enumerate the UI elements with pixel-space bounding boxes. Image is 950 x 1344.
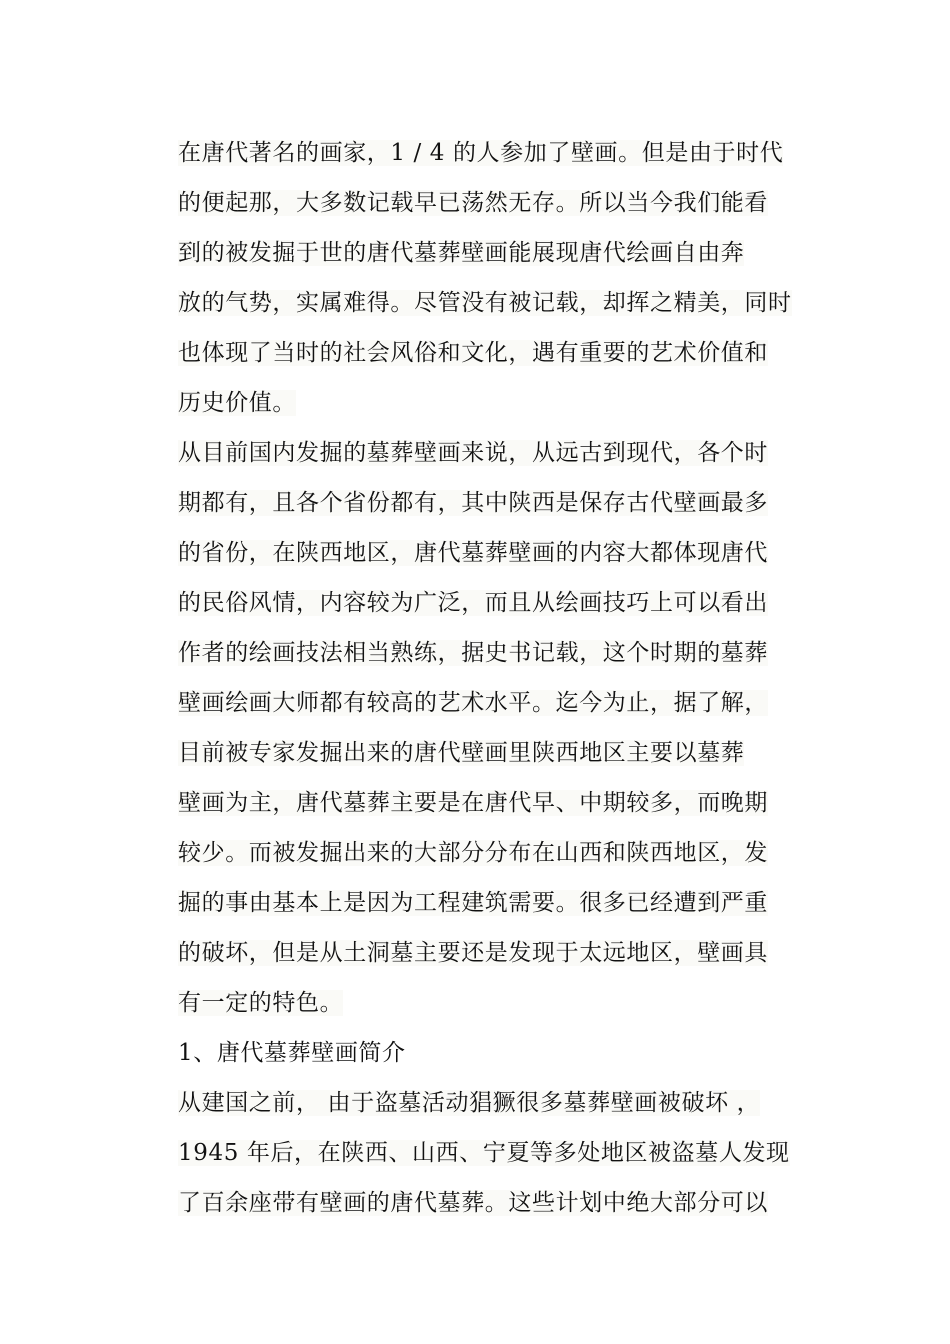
text-line bbox=[178, 228, 838, 278]
line-text: 的破坏，但是从土洞墓主要还是发现于太远地区，壁画具 bbox=[178, 940, 768, 966]
text-line bbox=[178, 928, 838, 978]
section-heading bbox=[178, 1028, 838, 1078]
text-line bbox=[178, 978, 838, 1028]
line-text: 到的被发掘于世的唐代墓葬壁画能展现唐代绘画自由奔 bbox=[178, 240, 745, 266]
text-line bbox=[178, 128, 838, 178]
text-line bbox=[178, 628, 838, 678]
text-line bbox=[178, 1078, 838, 1128]
text-line bbox=[178, 578, 838, 628]
text-line bbox=[178, 478, 838, 528]
line-text: 有一定的特色。 bbox=[178, 990, 344, 1016]
text-line bbox=[178, 378, 838, 428]
text-line bbox=[178, 878, 838, 928]
text-line bbox=[178, 428, 838, 478]
text-line bbox=[178, 1128, 838, 1178]
text-line bbox=[178, 728, 838, 778]
heading-line bbox=[178, 1028, 838, 1078]
line-text: 从建国之前， 由于盗墓活动猖獗很多墓葬壁画被破坏 ， bbox=[178, 1090, 761, 1116]
text-line bbox=[178, 1178, 838, 1228]
line-text: 了百余座带有壁画的唐代墓葬。这些计划中绝大部分可以 bbox=[178, 1190, 768, 1216]
line-text: 目前被专家发掘出来的唐代壁画里陕西地区主要以墓葬 bbox=[178, 740, 745, 766]
line-text: 的省份，在陕西地区，唐代墓葬壁画的内容大都体现唐代 bbox=[178, 540, 768, 566]
text-line bbox=[178, 678, 838, 728]
line-text: 从目前国内发掘的墓葬壁画来说，从远古到现代，各个时 bbox=[178, 440, 768, 466]
text-line bbox=[178, 778, 838, 828]
paragraph-history bbox=[178, 1078, 838, 1228]
line-text: 历史价值。 bbox=[178, 390, 296, 416]
line-text: 作者的绘画技法相当熟练，据史书记载，这个时期的墓葬 bbox=[178, 640, 768, 666]
line-text: 在唐代著名的画家，1 / 4 的人参加了壁画。但是由于时代 bbox=[178, 140, 784, 166]
line-text: 的便起那，大多数记载早已荡然无存。所以当今我们能看 bbox=[178, 190, 768, 216]
document-body bbox=[178, 128, 838, 1228]
text-line bbox=[178, 328, 838, 378]
text-line bbox=[178, 278, 838, 328]
line-text: 壁画为主，唐代墓葬主要是在唐代早、中期较多，而晚期 bbox=[178, 790, 768, 816]
line-text: 掘的事由基本上是因为工程建筑需要。很多已经遭到严重 bbox=[178, 890, 768, 916]
text-line bbox=[178, 528, 838, 578]
line-text: 期都有，且各个省份都有，其中陕西是保存古代壁画最多 bbox=[178, 490, 768, 516]
line-text: 也体现了当时的社会风俗和文化，遇有重要的艺术价值和 bbox=[178, 340, 768, 366]
paragraph-intro bbox=[178, 128, 838, 428]
paragraph-distribution bbox=[178, 428, 838, 1028]
line-text: 的民俗风情，内容较为广泛，而且从绘画技巧上可以看出 bbox=[178, 590, 768, 616]
text-line bbox=[178, 178, 838, 228]
heading-text: 1、唐代墓葬壁画简介 bbox=[178, 1040, 406, 1066]
text-line bbox=[178, 828, 838, 878]
line-text: 放的气势，实属难得。尽管没有被记载，却挥之精美，同时 bbox=[178, 290, 792, 316]
line-text: 1945 年后，在陕西、山西、宁夏等多处地区被盗墓人发现 bbox=[178, 1140, 790, 1166]
line-text: 较少。而被发掘出来的大部分分布在山西和陕西地区，发 bbox=[178, 840, 768, 866]
line-text: 壁画绘画大师都有较高的艺术水平。迄今为止，据了解， bbox=[178, 690, 768, 716]
